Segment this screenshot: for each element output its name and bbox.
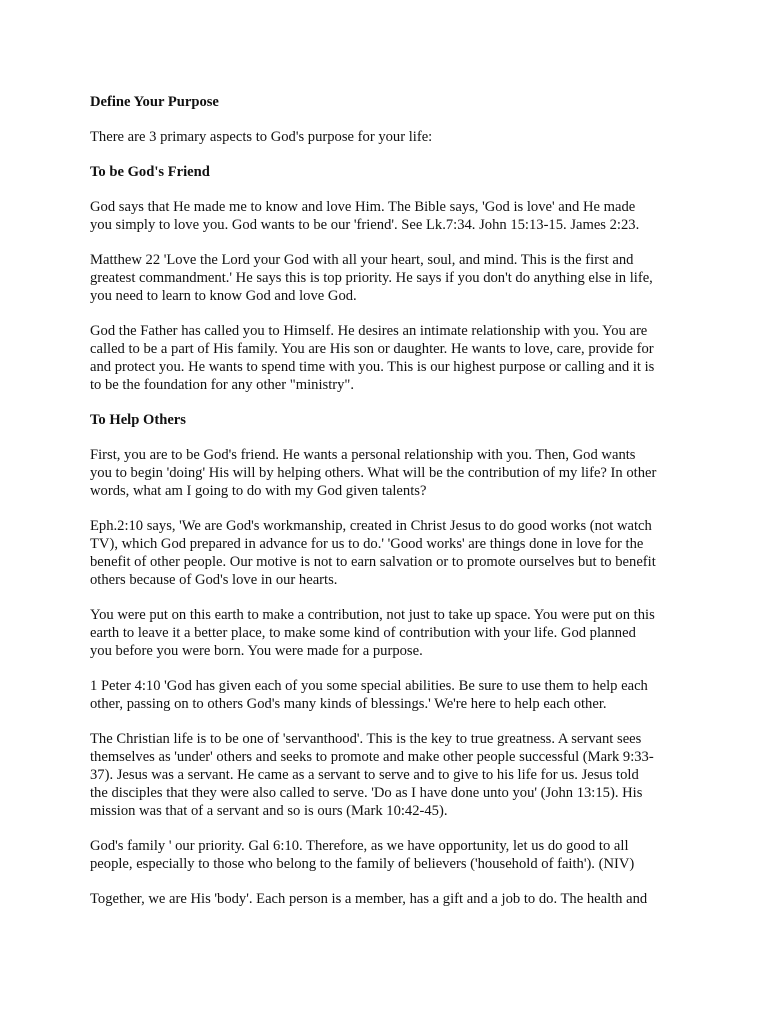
text-line: Matthew 22 'Love the Lord your God with all your heart, soul, and mind. This is the first and (90, 252, 634, 268)
text-line: The Christian life is to be one of 'servanthood'. This is the key to true greatness. A servant sees (90, 731, 642, 747)
text-line: benefit of other people. Our motive is not to earn salvation or to promote ourselves but to benefit (90, 554, 656, 570)
text-line: Eph.2:10 says, 'We are God's workmanship, created in Christ Jesus to do good works (not watch (90, 518, 652, 534)
text-line: you to begin 'doing' His will by helping others. What will be the contribution of my life? In other (90, 465, 657, 481)
title-line: Define Your Purpose (90, 94, 219, 110)
paragraph (90, 837, 690, 873)
document-page (90, 93, 690, 925)
paragraph (90, 322, 690, 394)
text-line: God the Father has called you to Himself. He desires an intimate relationship with you. You are (90, 323, 648, 339)
text-line: First, you are to be God's friend. He wants a personal relationship with you. Then, God wants (90, 447, 636, 463)
document-title (90, 93, 690, 111)
paragraph (90, 677, 690, 713)
text-line: Together, we are His 'body'. Each person is a member, has a gift and a job to do. The health and (90, 891, 648, 907)
text-line: God's family ' our priority. Gal 6:10. Therefore, as we have opportunity, let us do good to all (90, 838, 629, 854)
section-heading-help-others (90, 411, 690, 429)
text-line: and protect you. He wants to spend time with you. This is our highest purpose or calling and it is (90, 359, 655, 375)
paragraph (90, 606, 690, 660)
text-line: called to be a part of His family. You are His son or daughter. He wants to love, care, provide for (90, 341, 654, 357)
paragraph (90, 446, 690, 500)
text-line: There are 3 primary aspects to God's purpose for your life: (90, 129, 433, 145)
text-line: 1 Peter 4:10 'God has given each of you some special abilities. Be sure to use them to help each (90, 678, 648, 694)
text-line: the disciples that they were also called to serve. 'Do as I have done unto you' (John 13:15). His (90, 785, 643, 801)
intro-paragraph (90, 128, 690, 146)
text-line: earth to leave it a better place, to make some kind of contribution with your life. God planned (90, 625, 636, 641)
text-line: TV), which God prepared in advance for us to do.' 'Good works' are things done in love for the (90, 536, 644, 552)
text-line: people, especially to those who belong to the family of believers ('household of faith'). (NIV) (90, 856, 635, 872)
heading-line: To be God's Friend (90, 164, 210, 180)
heading-line: To Help Others (90, 412, 186, 428)
text-line: you need to learn to know God and love God. (90, 288, 357, 304)
text-line: 37). Jesus was a servant. He came as a servant to serve and to give to his life for us. Jesus told (90, 767, 639, 783)
paragraph (90, 890, 690, 908)
text-line: to be the foundation for any other "ministry". (90, 377, 355, 393)
text-line: others because of God's love in our hearts. (90, 572, 338, 588)
paragraph (90, 730, 690, 820)
text-line: greatest commandment.' He says this is top priority. He says if you don't do anything else in life, (90, 270, 653, 286)
text-line: God says that He made me to know and love Him. The Bible says, 'God is love' and He made (90, 199, 636, 215)
text-line: You were put on this earth to make a contribution, not just to take up space. You were put on this (90, 607, 655, 623)
text-line: words, what am I going to do with my God given talents? (90, 483, 427, 499)
text-line: you simply to love you. God wants to be our 'friend'. See Lk.7:34. John 15:13-15. James 2:23. (90, 217, 640, 233)
section-heading-friend (90, 163, 690, 181)
text-line: themselves as 'under' others and seeks to promote and make other people successful (Mark 9:33- (90, 749, 654, 765)
paragraph (90, 517, 690, 589)
paragraph (90, 198, 690, 234)
paragraph (90, 251, 690, 305)
text-line: mission was that of a servant and so is ours (Mark 10:42-45). (90, 803, 448, 819)
text-line: other, passing on to others God's many kinds of blessings.' We're here to help each other. (90, 696, 607, 712)
text-line: you before you were born. You were made for a purpose. (90, 643, 423, 659)
